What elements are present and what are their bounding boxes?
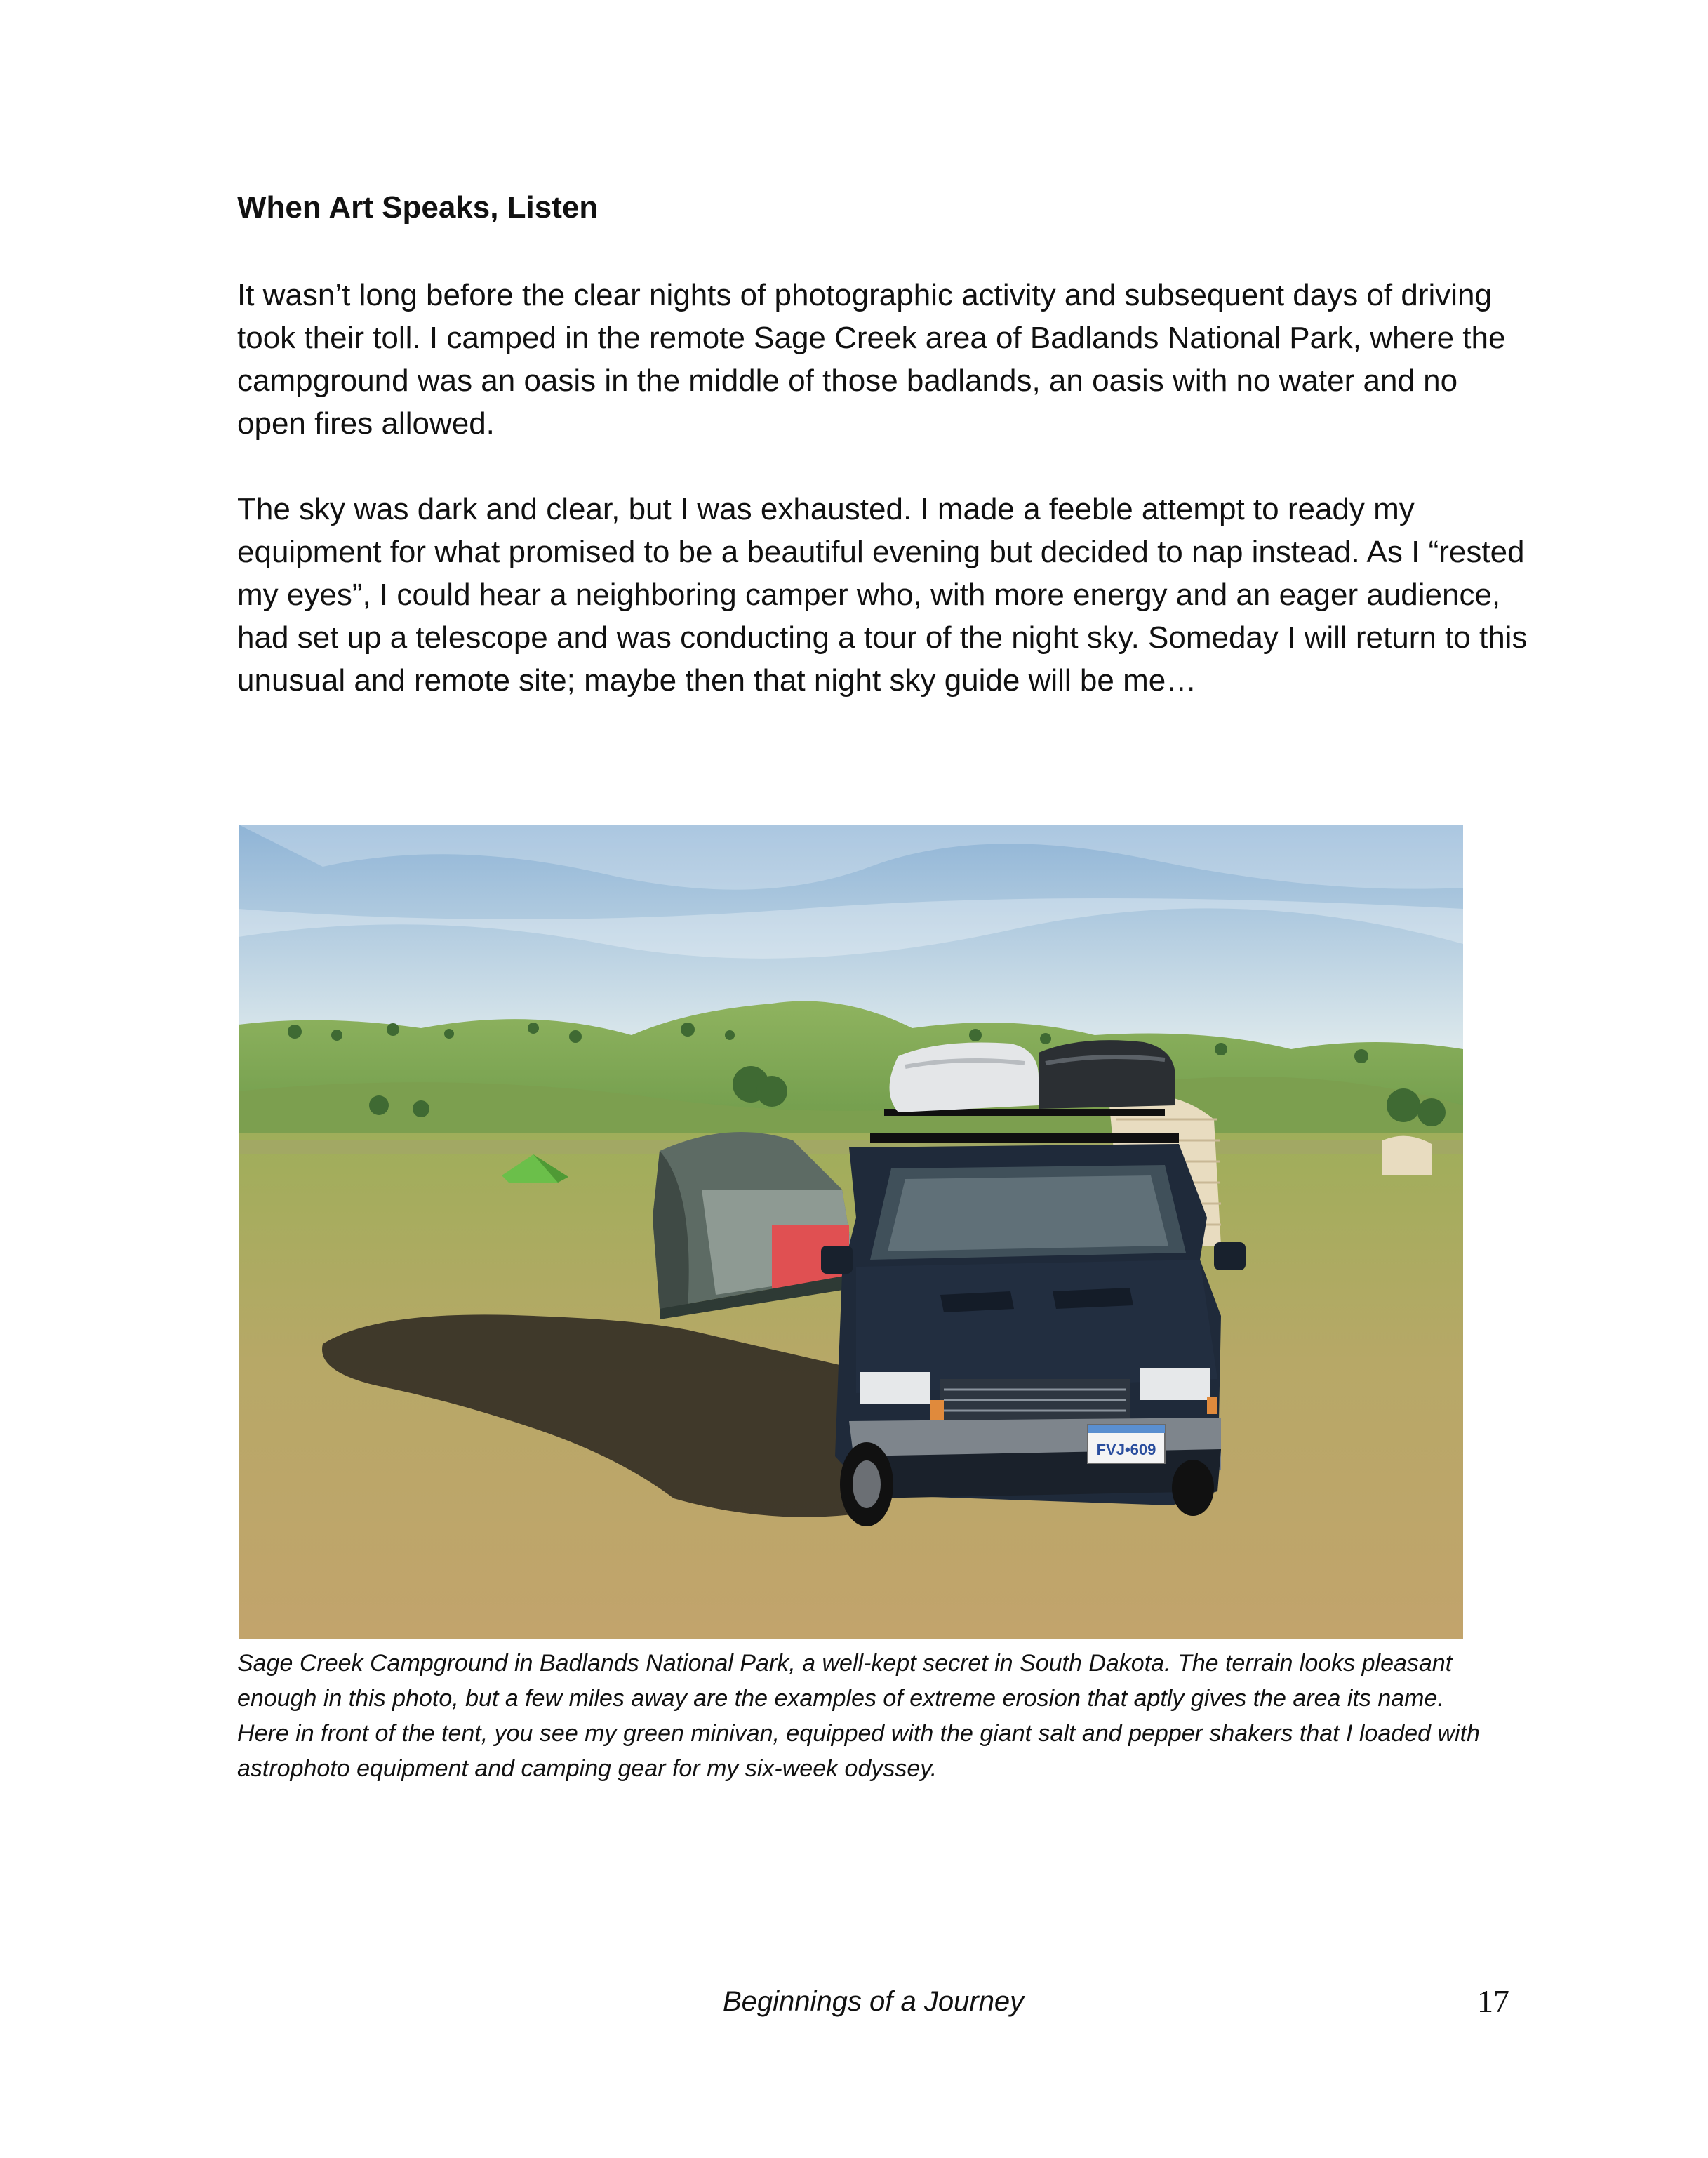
campground-photo [239, 825, 1463, 1639]
roof-box-black [1039, 1040, 1175, 1109]
license-plate-text: FVJ•609 [1096, 1441, 1156, 1458]
page-number: 17 [1477, 1983, 1509, 2019]
campground-photo-illustration [239, 825, 1463, 1639]
photo-caption: Sage Creek Campground in Badlands National Park, a well-kept secret in South Dakota. The terrain looks pleasant enough in this photo, but a few miles away are the examples of extreme erosion that aptly gives the area its name. Here in front of the tent, you see my green minivan, equipped with the giant salt and pepper shakers that I loaded with astrophoto equipment and camping gear for my six-week odyssey. [237, 1650, 1480, 1782]
paragraph-2: The sky was dark and clear, but I was exhausted. I made a feeble attempt to ready my equipment for what promised to be a beautiful evening but decided to nap instead. As I “rested my eyes”, I could hear a neighboring camper who, with more energy and an eager audience, had set up a telescope and was conducting a tour of the night sky. Someday I will return to this unusual and remote site; maybe then that night sky guide will be me… [237, 492, 1528, 698]
paragraph-1: It wasn’t long before the clear nights of photographic activity and subsequent days of driving took their toll. I camped in the remote Sage Creek area of Badlands National Park, where the campground was an oasis in the middle of those badlands, an oasis with no water and no open fires allowed. [237, 278, 1506, 441]
roof-box-white [890, 1042, 1039, 1112]
section-heading: When Art Speaks, Listen [237, 190, 599, 225]
footer-book-title: Beginnings of a Journey [723, 1986, 1025, 2017]
